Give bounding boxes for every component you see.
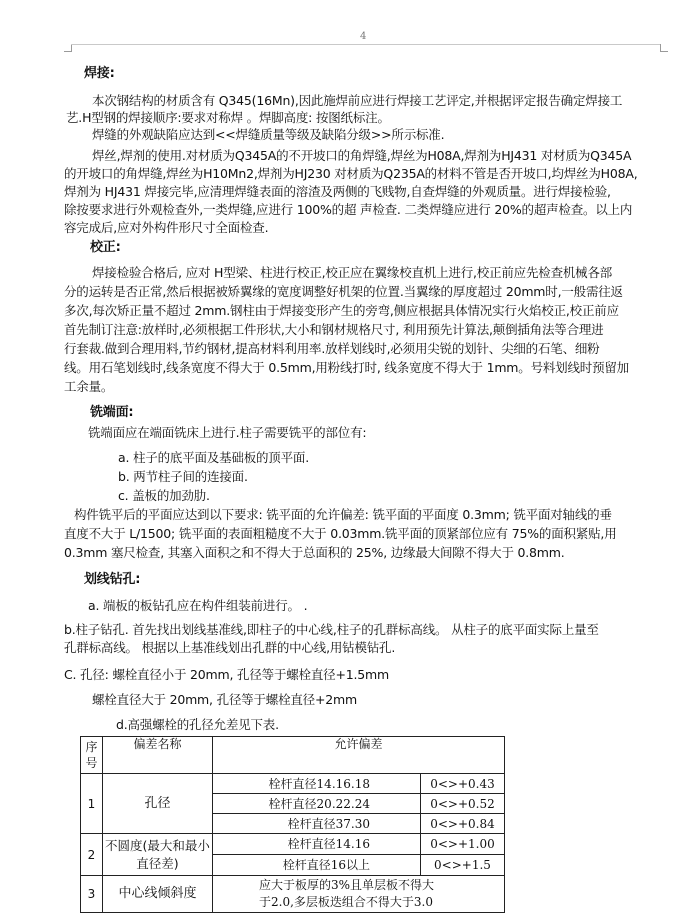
margin-mark-top-right	[660, 44, 668, 52]
correction-line: 焊接检验合格后, 应对 H型梁、柱进行校正,校正应在翼缘校直机上进行,校正前应先检查机械各部	[92, 265, 613, 280]
page-number: 4	[360, 31, 367, 42]
row3-val: 应大于板厚的3%且单层板不得大于2.0,多层板迭组合不得大于3.0	[213, 876, 505, 913]
milling-heading: 铣端面:	[90, 405, 134, 420]
row3-name: 中心线倾斜度	[103, 876, 213, 913]
table-header-row	[81, 737, 505, 757]
row1-size: 栓杆直径20.22.24	[213, 794, 421, 814]
row1-val: 0<>+0.52	[421, 794, 505, 814]
row2-size: 栓杆直径16以上	[213, 855, 421, 876]
correction-line: 首先制订注意:放样时,必须根据工件形状,大小和钢材规格尺寸, 利用预先计算法,颠倒插角法等合理进	[64, 322, 604, 337]
row1-size: 栓杆直径37.30	[213, 814, 421, 834]
row1-size: 栓杆直径14.16.18	[213, 774, 421, 794]
header-tolerance-spacer	[213, 757, 505, 774]
margin-mark-top-left	[64, 44, 72, 52]
milling-item: c. 盖板的加劲肋.	[118, 488, 210, 503]
drilling-item-b: b.柱子钻孔. 首先找出划线基准线,即柱子的中心线,柱子的孔群标高线。 从柱子的底平面实际上量至	[64, 622, 599, 637]
header-rule	[71, 44, 660, 45]
row2-val: 0<>+1.00	[421, 834, 505, 855]
welding-line: 焊剂为 HJ431 焊接完毕,应清理焊缝表面的溶渣及两侧的飞贱物,自查焊缝的外观质量。进行焊接检验,	[64, 184, 611, 199]
row2-name: 不圆度(最大和最小直径差)	[103, 834, 213, 876]
milling-item: b. 两节柱子间的连接面.	[118, 469, 248, 484]
correction-line: 分的运转是否正常,然后根据被矫翼缘的宽度调整好机架的位置.当翼缘的厚度超过 20mm时,一般需往返	[64, 284, 623, 299]
welding-line: 焊缝的外观缺陷应达到<<焊缝质量等级及缺陷分级>>所示标准.	[92, 127, 445, 142]
welding-heading: 焊接:	[84, 66, 115, 81]
drilling-item-c: C. 孔径: 螺栓直径小于 20mm, 孔径等于螺栓直径+1.5mm	[64, 667, 389, 682]
milling-intro: 铣端面应在端面铣床上进行.柱子需要铣平的部位有:	[88, 425, 367, 440]
welding-line: 的开坡口的角焊缝,焊丝为H10Mn2,焊剂为HJ230 对材质为Q235A的材料不管是否开坡口,均焊丝为H08A,	[64, 166, 638, 181]
welding-line: 容完成后,应对外构件形尺寸全面检查.	[64, 220, 269, 235]
hole-tolerance-table	[80, 736, 505, 913]
row1-val: 0<>+0.84	[421, 814, 505, 834]
correction-line: 工余量。	[64, 379, 114, 394]
table-header-spacer-row	[81, 757, 505, 774]
correction-heading: 校正:	[90, 240, 121, 255]
header-name: 偏差名称	[103, 737, 213, 757]
row1-val: 0<>+0.43	[421, 774, 505, 794]
correction-line: 行套裁.做到合理用料,节约钢材,提高材料利用率.放样划线时,必须用尖锐的划针、尖细的石笔、细粉	[64, 341, 600, 356]
correction-line: 线。用石笔划线时,线条宽度不得大于 0.5mm,用粉线打时, 线条宽度不得大于 1mm。号料划线时预留加	[64, 360, 629, 375]
table-row	[81, 876, 505, 913]
header-name-spacer	[103, 757, 213, 774]
drilling-heading: 划线钻孔:	[84, 572, 141, 587]
row1-name: 孔径	[103, 774, 213, 834]
welding-line: 艺.H型钢的焊接顺序:要求对称焊 。焊脚高度: 按图纸标注。	[66, 110, 390, 125]
drilling-item-c2: 螺栓直径大于 20mm, 孔径等于螺栓直径+2mm	[92, 692, 357, 707]
row2-size: 栓杆直径14.16	[213, 834, 421, 855]
milling-line: 直度不大于 L/1500; 铣平面的表面粗糙度不大于 0.03mm.铣平面的顶紧部位应有 75%的面积紧贴,用	[64, 526, 617, 541]
header-tolerance: 允许偏差	[213, 737, 505, 757]
row3-no: 3	[81, 876, 103, 913]
table-row	[81, 834, 505, 855]
milling-line: 0.3mm 塞尺检查, 其塞入面积之和不得大于总面积的 25%, 边缘最大间隙不得大于 0.8mm.	[64, 545, 565, 560]
welding-line: 焊丝,焊剂的使用.对材质为Q345A的不开坡口的角焊缝,焊丝为H08A,焊剂为HJ431 对材质为Q345A	[92, 148, 632, 163]
drilling-item-b: 孔群标高线。 根据以上基准线划出孔群的中心线,用钻模钻孔.	[64, 640, 396, 655]
correction-line: 多次,每次矫正量不超过 2mm.钢柱由于焊接变形产生的旁弯,侧应根据具体情况实行火焰校正,校正前应	[64, 303, 619, 318]
row1-no: 1	[81, 774, 103, 834]
row2-no: 2	[81, 834, 103, 876]
milling-line: 构件铣平后的平面应达到以下要求: 铣平面的允许偏差: 铣平面的平面度 0.3mm; 铣平面对轴线的垂	[74, 507, 612, 522]
header-no: 序号	[81, 737, 103, 774]
row2-val: 0<>+1.5	[421, 855, 505, 876]
drilling-item-d: d.高强螺栓的孔径允差见下表.	[116, 717, 279, 732]
welding-line: 本次钢结构的材质含有 Q345(16Mn),因此施焊前应进行焊接工艺评定,并根据评定报告确定焊接工	[92, 93, 623, 108]
milling-item: a. 柱子的底平面及基础板的顶平面.	[118, 450, 309, 465]
drilling-item-a: a. 端板的板钻孔应在构件组装前进行。 .	[88, 598, 308, 613]
welding-line: 除按要求进行外观检查外,一类焊缝,应进行 100%的超 声检查. 二类焊缝应进行 20%的超声检查。以上内	[64, 202, 633, 217]
table-row	[81, 774, 505, 794]
